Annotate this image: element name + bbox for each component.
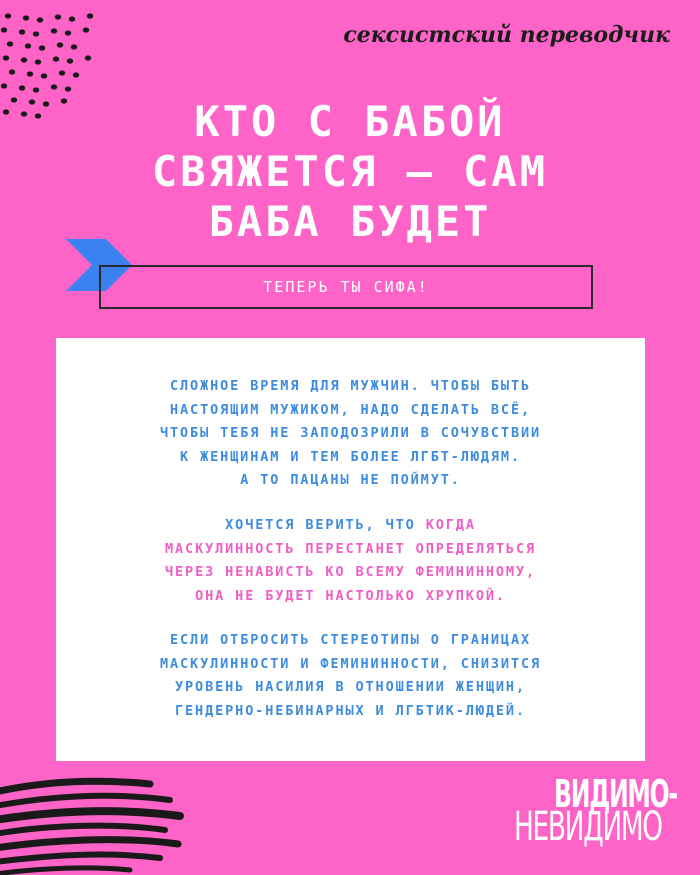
dot bbox=[87, 13, 93, 18]
paragraph-3 bbox=[56, 629, 645, 723]
paragraph-line bbox=[56, 514, 645, 538]
dot bbox=[57, 42, 63, 47]
dot bbox=[53, 56, 59, 61]
dot bbox=[51, 28, 57, 33]
subtitle-box bbox=[99, 265, 593, 309]
series-title: сексистский переводчик bbox=[343, 22, 670, 48]
dot bbox=[65, 30, 71, 35]
paragraph-line: А ТО ПАЦАНЫ НЕ ПОЙМУТ. bbox=[240, 472, 461, 488]
dot bbox=[19, 85, 25, 90]
dot bbox=[59, 70, 65, 75]
dot bbox=[33, 87, 39, 92]
dot bbox=[65, 86, 71, 91]
dot bbox=[9, 69, 15, 74]
headline-line: КТО С БАБОЙ bbox=[194, 97, 506, 146]
dot bbox=[27, 71, 33, 76]
paragraph-line: СЛОЖНОЕ ВРЕМЯ ДЛЯ МУЖЧИН. ЧТОБЫ БЫТЬ bbox=[170, 378, 531, 394]
highlight-line: ОНА НЕ БУДЕТ НАСТОЛЬКО ХРУПКОЙ. bbox=[195, 587, 506, 604]
dot bbox=[39, 45, 45, 50]
dot bbox=[7, 41, 13, 46]
logo-top-word: ВИДИМО- bbox=[554, 772, 677, 816]
paragraph-1 bbox=[56, 375, 645, 493]
dot bbox=[3, 55, 9, 60]
paragraph-line: НАСТОЯЩИМ МУЖИКОМ, НАДО СДЕЛАТЬ ВСЁ, bbox=[170, 401, 531, 418]
dot bbox=[51, 84, 57, 89]
dot bbox=[69, 16, 75, 21]
headline-line: СВЯЖЕТСЯ — САМ bbox=[151, 147, 548, 196]
dot bbox=[5, 13, 11, 18]
dot bbox=[1, 27, 7, 32]
paragraph-line: МАСКУЛИННОСТИ И ФЕМИНИННОСТИ, СНИЗИТСЯ bbox=[159, 655, 542, 672]
highlight-line: ЧЕРЕЗ НЕНАВИСТЬ КО ВСЕМУ ФЕМИНИННОМУ, bbox=[164, 564, 537, 580]
paragraph-line: ЕСЛИ ОТБРОСИТЬ СТЕРЕОТИПЫ О ГРАНИЦАХ bbox=[170, 632, 531, 648]
paragraph-line: ЧТОБЫ ТЕБЯ НЕ ЗАПОДОЗРИЛИ В СОЧУВСТВИИ bbox=[159, 425, 542, 441]
dot bbox=[23, 15, 29, 20]
subtitle: ТЕПЕРЬ ТЫ СИФА! bbox=[263, 278, 429, 296]
paragraph-line: ГЕНДЕРНО-НЕБИНАРНЫХ И ЛГБТИК-ЛЮДЕЙ. bbox=[175, 702, 526, 719]
dot bbox=[1, 83, 7, 88]
dot bbox=[21, 57, 27, 62]
dot bbox=[85, 55, 91, 60]
highlight-text: КОГДА bbox=[425, 517, 476, 533]
dot bbox=[55, 14, 61, 19]
highlight-line: МАСКУЛИННОСТЬ ПЕРЕСТАНЕТ ОПРЕДЕЛЯТЬСЯ bbox=[164, 540, 537, 557]
dot bbox=[35, 59, 41, 64]
dot bbox=[71, 44, 77, 49]
headline bbox=[0, 97, 700, 247]
dot bbox=[37, 17, 43, 22]
paragraph-line: УРОВЕНЬ НАСИЛИЯ В ОТНОШЕНИИ ЖЕНЩИН, bbox=[175, 679, 526, 695]
logo-bottom-word: НЕВИДИМО bbox=[514, 804, 662, 850]
headline-line: БАБА БУДЕТ bbox=[208, 197, 492, 246]
paragraph-2 bbox=[56, 514, 645, 608]
text-card bbox=[56, 338, 645, 761]
dot bbox=[25, 43, 31, 48]
dot bbox=[19, 29, 25, 34]
paragraph-line-blue-part: ХОЧЕТСЯ ВЕРИТЬ, ЧТО bbox=[225, 517, 426, 533]
brand-logo bbox=[512, 772, 692, 862]
dot bbox=[67, 58, 73, 63]
paragraph-line: К ЖЕНЩИНАМ И ТЕМ БОЛЕЕ ЛГБТ-ЛЮДЯМ. bbox=[180, 448, 521, 465]
dot bbox=[83, 27, 89, 32]
scribble-decoration bbox=[0, 770, 185, 875]
dot bbox=[73, 72, 79, 77]
dot bbox=[41, 73, 47, 78]
dot bbox=[33, 31, 39, 36]
